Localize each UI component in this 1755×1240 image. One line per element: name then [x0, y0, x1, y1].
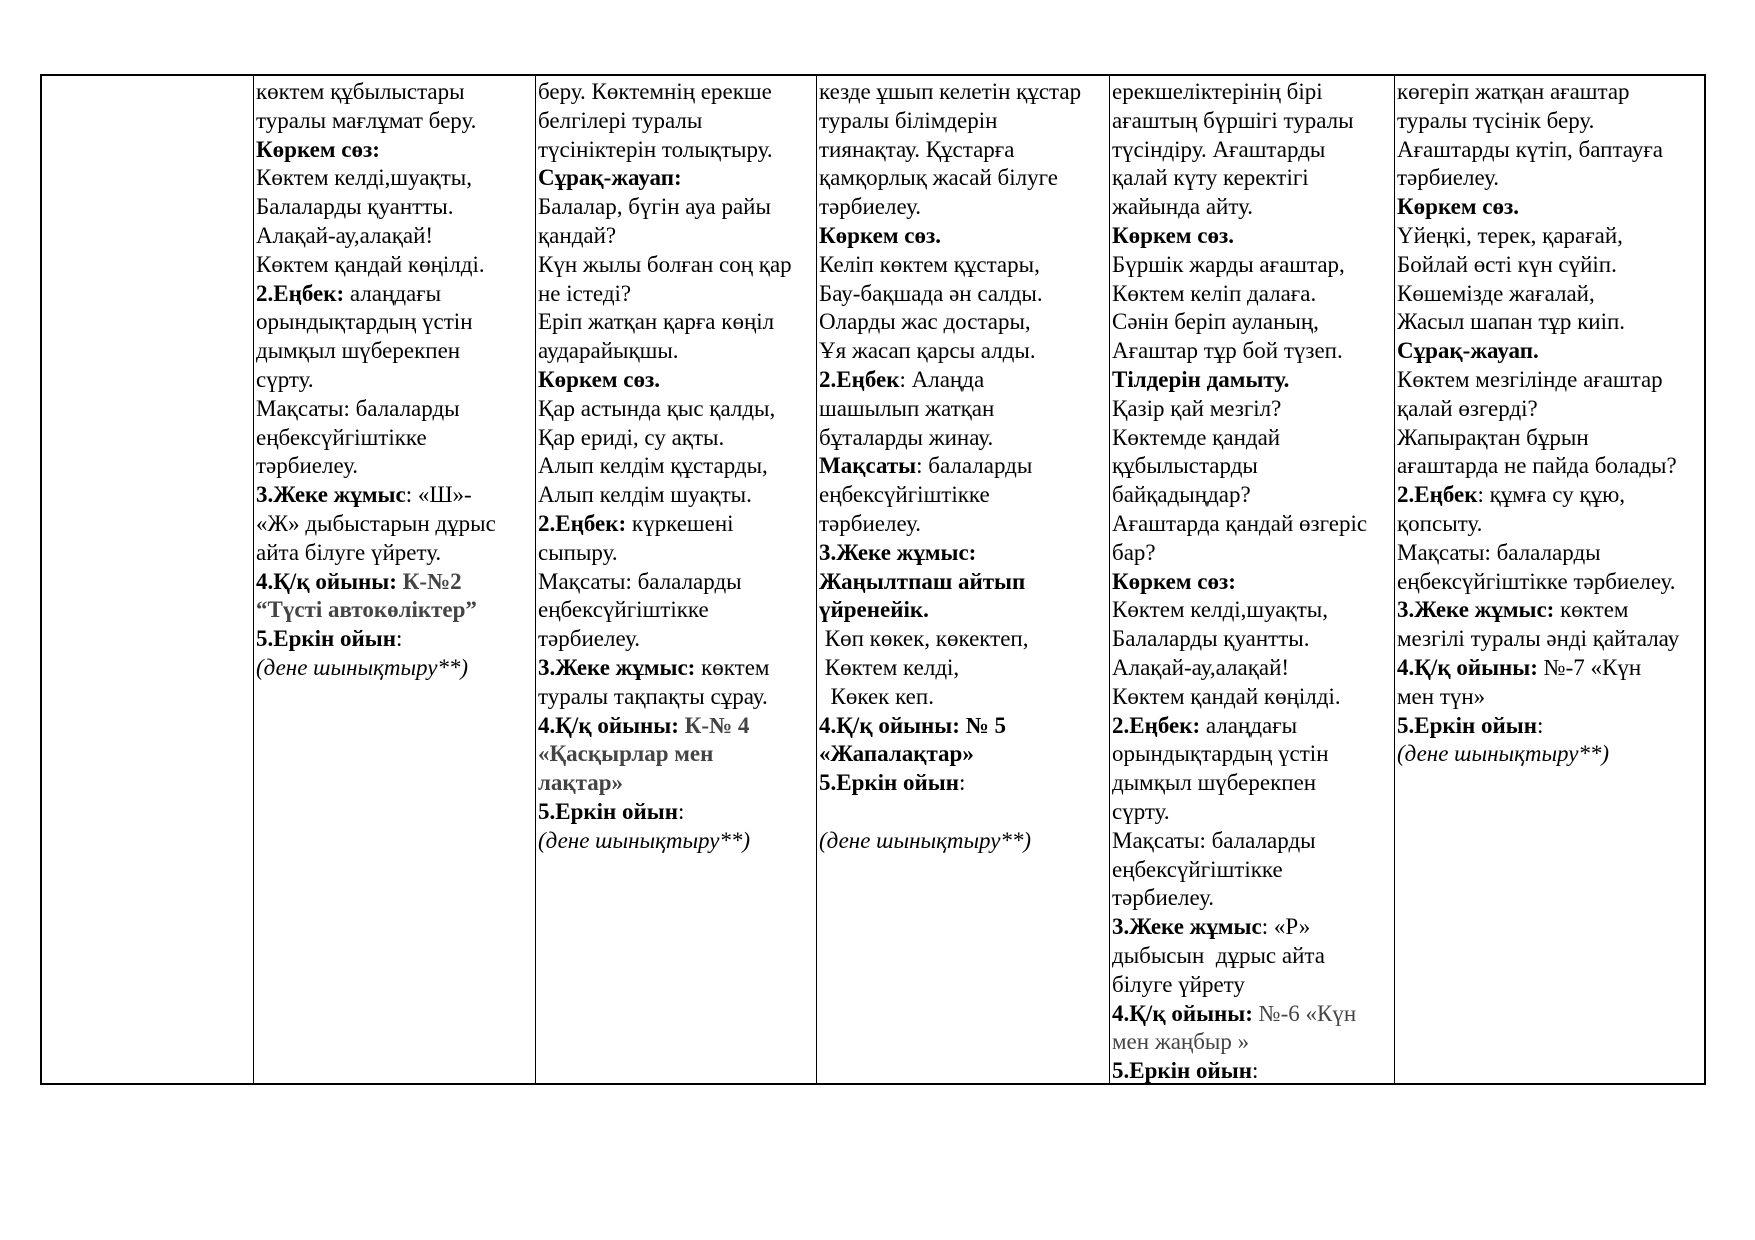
- text-line: [256, 654, 535, 683]
- text-segment: :: [396, 626, 403, 652]
- text-line: [256, 481, 535, 510]
- text-line: [1112, 308, 1394, 337]
- text-segment: Күн жылы болған соң қар: [538, 251, 792, 277]
- text-line: [1397, 654, 1706, 683]
- text-line: [256, 107, 535, 136]
- text-segment: дымқыл шүберекпен: [256, 338, 461, 364]
- text-segment: Оларды жас достары,: [819, 309, 1031, 335]
- text-line: [1112, 78, 1394, 107]
- text-segment: Бойлай өсті күн сүйіп.: [1397, 251, 1617, 277]
- text-line: [538, 798, 816, 827]
- text-segment: еңбексүйгіштікке: [538, 597, 709, 623]
- text-line: [819, 395, 1109, 424]
- text-segment: қалай өзгерді?: [1397, 395, 1538, 421]
- text-line: [1112, 1028, 1394, 1057]
- text-line: [819, 193, 1109, 222]
- text-segment: бар?: [1112, 539, 1156, 565]
- text-line: [819, 280, 1109, 309]
- text-segment: “Түсті автокөліктер”: [256, 597, 477, 623]
- text-line: [538, 712, 816, 741]
- text-line: [538, 136, 816, 165]
- text-segment: Қар астында қыс қалды,: [538, 395, 776, 421]
- text-line: [1397, 424, 1706, 453]
- text-segment: Көп көкек, көкектеп,: [819, 626, 1029, 652]
- text-segment: Көктем қандай көңілді.: [1112, 683, 1341, 709]
- text-segment: орындықтардың үстін: [1112, 741, 1329, 767]
- text-line: [1112, 712, 1394, 741]
- text-segment: 2.Еңбек:: [256, 280, 345, 306]
- text-segment: 5.Еркін ойын: [256, 626, 396, 652]
- text-segment: Көркем сөз:: [1112, 568, 1236, 594]
- text-segment: (дене шынықтыру**): [256, 654, 469, 680]
- text-segment: Ағаштарды күтіп, баптауға: [1397, 136, 1663, 162]
- text-line: [1112, 136, 1394, 165]
- text-segment: Мақсаты: балаларды: [538, 568, 742, 594]
- text-line: [256, 366, 535, 395]
- text-line: [819, 769, 1109, 798]
- text-segment: Көктем келді,: [819, 654, 960, 680]
- text-segment: Алақай-ау,алақай!: [256, 222, 434, 248]
- text-segment: Алақай-ау,алақай!: [1112, 654, 1290, 680]
- text-segment: қандай?: [538, 222, 617, 248]
- text-segment: тәрбиелеу.: [538, 626, 641, 652]
- text-segment: Сәнін беріп ауланың,: [1112, 309, 1319, 335]
- text-segment: Көкек кеп.: [819, 683, 934, 709]
- text-line: [1112, 798, 1394, 827]
- text-segment: көктем құбылыстары: [256, 79, 465, 104]
- text-segment: еңбексүйгіштікке тәрбиелеу.: [1397, 568, 1676, 594]
- text-segment: бұталарды жинау.: [819, 424, 994, 450]
- text-line: [538, 395, 816, 424]
- text-segment: Келіп көктем құстары,: [819, 251, 1040, 277]
- text-segment: 3.Жеке жұмыс: [256, 482, 406, 508]
- text-line: [819, 683, 1109, 712]
- text-segment: Еріп жатқан қарға көңіл: [538, 309, 775, 335]
- text-segment: Көктем мезгілінде ағаштар: [1397, 366, 1663, 392]
- text-segment: Сұрақ-жауап.: [1397, 338, 1539, 364]
- text-line: [256, 424, 535, 453]
- text-line: [538, 193, 816, 222]
- text-line: [538, 625, 816, 654]
- text-segment: :: [1537, 712, 1544, 738]
- text-segment: алаңдағы: [344, 280, 442, 306]
- text-line: [819, 625, 1109, 654]
- text-line: [1397, 280, 1706, 309]
- text-segment: 4.Қ/қ ойыны:: [1397, 654, 1538, 680]
- text-line: [1112, 913, 1394, 942]
- text-line: [538, 107, 816, 136]
- text-segment: К-№ 4: [684, 712, 750, 738]
- text-line: [1112, 366, 1394, 395]
- text-segment: 5.Еркін ойын: [1397, 712, 1537, 738]
- text-line: [1397, 395, 1706, 424]
- text-line: [1397, 308, 1706, 337]
- text-line: [538, 251, 816, 280]
- text-segment: үйренейік.: [819, 597, 929, 623]
- text-line: [819, 798, 1109, 827]
- text-segment: 5.Еркін ойын: [819, 770, 959, 796]
- text-segment: (дене шынықтыру**): [538, 827, 751, 853]
- text-segment: 2.Еңбек:: [538, 510, 627, 536]
- text-line: [1112, 856, 1394, 885]
- text-segment: Қазір қай мезгіл?: [1112, 395, 1282, 421]
- text-segment: көктем: [695, 654, 770, 680]
- text-segment: :: [1252, 1058, 1259, 1083]
- text-segment: Жапырақтан бұрын: [1397, 424, 1589, 450]
- text-segment: сүрту.: [1112, 798, 1170, 824]
- text-segment: Жасыл шапан тұр киіп.: [1397, 309, 1626, 335]
- text-segment: : «Р»: [1261, 914, 1311, 940]
- text-line: [819, 107, 1109, 136]
- text-line: [819, 596, 1109, 625]
- text-line: [1112, 596, 1394, 625]
- text-line: [538, 539, 816, 568]
- text-segment: (дене шынықтыру**): [1397, 741, 1610, 767]
- text-line: [1397, 596, 1706, 625]
- text-line: [1397, 193, 1706, 222]
- text-line: [538, 164, 816, 193]
- text-line: [1112, 827, 1394, 856]
- text-line: [1112, 481, 1394, 510]
- text-line: [819, 78, 1109, 107]
- text-line: [819, 251, 1109, 280]
- text-segment: Балалар, бүгін ауа райы: [538, 194, 771, 220]
- text-line: [1397, 481, 1706, 510]
- plan-table: [40, 74, 1706, 1085]
- text-line: [819, 568, 1109, 597]
- text-segment: сүрту.: [256, 366, 314, 392]
- text-segment: «Ж» дыбыстарын дұрыс: [256, 510, 496, 536]
- text-line: [1112, 251, 1394, 280]
- text-segment: Көркем сөз.: [1397, 194, 1519, 220]
- text-line: [1397, 712, 1706, 741]
- text-line: [1112, 510, 1394, 539]
- text-line: [538, 654, 816, 683]
- text-segment: Көктем келіп далаға.: [1112, 280, 1317, 306]
- text-segment: 3.Жеке жұмыс: [1112, 914, 1262, 940]
- text-segment: алаңдағы: [1200, 712, 1298, 738]
- text-segment: Балаларды қуантты.: [1112, 626, 1310, 652]
- text-segment: Көшемізде жағалай,: [1397, 280, 1595, 306]
- text-segment: дымқыл шүберекпен: [1112, 770, 1317, 796]
- table-column: [816, 76, 1109, 1083]
- text-segment: еңбексүйгіштікке: [819, 482, 990, 508]
- text-line: [538, 481, 816, 510]
- text-segment: Жаңылтпаш айтып: [819, 568, 1026, 594]
- table-column: [535, 76, 816, 1083]
- text-segment: : «Ш»-: [405, 482, 472, 508]
- text-segment: 2.Еңбек: [1397, 482, 1478, 508]
- text-line: [538, 827, 816, 856]
- text-segment: туралы мағлұмат беру.: [256, 107, 477, 133]
- text-segment: құбылыстарды: [1112, 453, 1258, 479]
- text-segment: Көктем қандай көңілді.: [256, 251, 485, 277]
- text-segment: 5.Еркін ойын: [538, 798, 678, 824]
- text-line: [819, 481, 1109, 510]
- text-line: [1112, 884, 1394, 913]
- text-segment: Ағаштар тұр бой түзеп.: [1112, 338, 1343, 364]
- text-segment: Балаларды қуантты.: [256, 194, 454, 220]
- text-line: [819, 712, 1109, 741]
- text-line: [538, 424, 816, 453]
- text-line: [1397, 568, 1706, 597]
- text-segment: Көркем сөз.: [1112, 222, 1234, 248]
- text-line: [1112, 395, 1394, 424]
- text-segment: Мақсаты: балаларды: [1397, 539, 1601, 565]
- text-segment: айта білуге үйрету.: [256, 539, 442, 565]
- text-line: [1397, 625, 1706, 654]
- text-line: [256, 452, 535, 481]
- text-segment: Алып келдім құстарды,: [538, 453, 768, 479]
- text-segment: мезгілі туралы әнді қайталау: [1397, 626, 1680, 652]
- text-segment: белгілері туралы: [538, 107, 703, 133]
- text-line: [1112, 625, 1394, 654]
- text-segment: Көктем келді,шуақты,: [1112, 597, 1328, 623]
- text-segment: түсініктерін толықтыру.: [538, 136, 773, 162]
- text-segment: аударайықшы.: [538, 338, 679, 364]
- text-line: [819, 452, 1109, 481]
- text-segment: :: [678, 798, 685, 824]
- text-line: [1397, 740, 1706, 769]
- text-segment: түсіндіру. Ағаштарды: [1112, 136, 1326, 162]
- table-column: [42, 76, 253, 1083]
- text-segment: күркешені: [626, 510, 734, 536]
- text-line: [1397, 164, 1706, 193]
- text-segment: көгеріп жатқан ағаштар: [1397, 79, 1630, 104]
- text-segment: беру. Көктемнің ерекше: [538, 79, 772, 104]
- text-segment: 4.Қ/қ ойыны: № 5: [819, 712, 1007, 738]
- text-line: [819, 337, 1109, 366]
- text-segment: туралы білімдерін: [819, 107, 998, 133]
- text-segment: тәрбиелеу.: [1397, 165, 1500, 191]
- text-line: [538, 366, 816, 395]
- text-line: [1112, 193, 1394, 222]
- text-segment: 3.Жеке жұмыс:: [1397, 597, 1555, 623]
- text-segment: лақтар»: [538, 770, 624, 796]
- text-line: [538, 596, 816, 625]
- text-segment: : құмға су құю,: [1477, 482, 1626, 508]
- text-segment: «Жапалақтар»: [819, 741, 974, 767]
- text-line: [256, 136, 535, 165]
- text-segment: дыбысын дұрыс айта: [1112, 942, 1325, 968]
- text-segment: қопсыту.: [1397, 510, 1483, 536]
- text-segment: 3.Жеке жұмыс:: [819, 539, 977, 565]
- text-line: [256, 510, 535, 539]
- text-line: [1112, 769, 1394, 798]
- text-segment: 5.Еркін ойын: [1112, 1058, 1252, 1083]
- text-segment: 2.Еңбек:: [1112, 712, 1201, 738]
- text-segment: Ұя жасап қарсы алды.: [819, 338, 1036, 364]
- text-line: [256, 193, 535, 222]
- text-segment: мен түн»: [1397, 683, 1486, 709]
- text-segment: мен жаңбыр »: [1112, 1029, 1250, 1055]
- text-segment: Көркем сөз:: [256, 136, 380, 162]
- text-line: [538, 683, 816, 712]
- text-line: [1397, 251, 1706, 280]
- text-line: [1112, 1000, 1394, 1029]
- text-line: [538, 78, 816, 107]
- text-line: [819, 136, 1109, 165]
- text-line: [538, 769, 816, 798]
- text-segment: тәрбиелеу.: [819, 194, 922, 220]
- text-line: [819, 654, 1109, 683]
- text-segment: тәрбиелеу.: [1112, 885, 1215, 911]
- text-line: [1112, 164, 1394, 193]
- text-line: [256, 395, 535, 424]
- text-segment: Көркем сөз.: [819, 222, 941, 248]
- text-segment: 2.Еңбек: [819, 366, 900, 392]
- text-segment: байқадыңдар?: [1112, 482, 1251, 508]
- text-line: [256, 539, 535, 568]
- text-segment: кезде ұшып келетін құстар: [819, 79, 1082, 104]
- text-segment: Мақсаты: балаларды: [256, 395, 460, 421]
- text-segment: тәрбиелеу.: [819, 510, 922, 536]
- text-segment: орындықтардың үстін: [256, 309, 473, 335]
- text-segment: Сұрақ-жауап:: [538, 165, 682, 191]
- text-segment: : Алаңда: [899, 366, 985, 392]
- text-line: [819, 740, 1109, 769]
- text-line: [819, 308, 1109, 337]
- text-line: [256, 568, 535, 597]
- text-line: [1112, 740, 1394, 769]
- text-line: [538, 740, 816, 769]
- text-segment: Алып келдім шуақты.: [538, 482, 752, 508]
- text-line: [1112, 683, 1394, 712]
- text-segment: еңбексүйгіштікке: [256, 424, 427, 450]
- text-segment: Мақсаты: балаларды: [1112, 827, 1316, 853]
- text-line: [256, 78, 535, 107]
- text-line: [1112, 452, 1394, 481]
- text-line: [819, 539, 1109, 568]
- text-segment: Қар ериді, су ақты.: [538, 424, 725, 450]
- text-line: [1397, 107, 1706, 136]
- text-segment: Үйеңкі, терек, қарағай,: [1397, 222, 1623, 248]
- text-segment: Бүршік жарды ағаштар,: [1112, 251, 1345, 277]
- text-line: [1397, 366, 1706, 395]
- text-line: [256, 251, 535, 280]
- text-segment: : балаларды: [916, 453, 1033, 479]
- text-line: [538, 280, 816, 309]
- text-segment: шашылып жатқан: [819, 395, 995, 421]
- text-segment: Көркем сөз.: [538, 366, 660, 392]
- text-line: [1397, 78, 1706, 107]
- text-segment: тәрбиелеу.: [256, 453, 359, 479]
- table-column: [1109, 76, 1394, 1083]
- text-line: [1397, 452, 1706, 481]
- text-line: [256, 222, 535, 251]
- text-line: [538, 452, 816, 481]
- text-segment: 3.Жеке жұмыс:: [538, 654, 696, 680]
- text-line: [256, 280, 535, 309]
- text-segment: Бау-бақшада ән салды.: [819, 280, 1043, 306]
- text-line: [256, 308, 535, 337]
- text-line: [1112, 654, 1394, 683]
- text-segment: ерекшеліктерінің бірі: [1112, 79, 1323, 104]
- text-line: [1397, 136, 1706, 165]
- text-segment: (дене шынықтыру**): [819, 827, 1032, 853]
- text-segment: К-№2: [402, 568, 462, 594]
- text-segment: :: [959, 770, 966, 796]
- text-line: [538, 568, 816, 597]
- text-line: [1112, 568, 1394, 597]
- text-line: [1397, 539, 1706, 568]
- text-segment: көктем: [1554, 597, 1629, 623]
- text-segment: Тілдерін дамыту.: [1112, 366, 1290, 392]
- text-line: [1397, 222, 1706, 251]
- text-segment: білуге үйрету: [1112, 971, 1245, 997]
- text-line: [819, 164, 1109, 193]
- text-segment: Ағаштарда қандай өзгеріс: [1112, 510, 1368, 536]
- text-line: [1112, 971, 1394, 1000]
- text-segment: ағаштың бүршігі туралы: [1112, 107, 1354, 133]
- text-line: [538, 337, 816, 366]
- table-column: [253, 76, 535, 1083]
- text-line: [256, 596, 535, 625]
- text-line: [1397, 337, 1706, 366]
- text-segment: сыпыру.: [538, 539, 618, 565]
- text-segment: Көктемде қандай: [1112, 424, 1281, 450]
- text-line: [1112, 539, 1394, 568]
- text-segment: тиянақтау. Құстарға: [819, 136, 1015, 162]
- text-segment: 4.Қ/қ ойыны:: [1112, 1000, 1259, 1026]
- text-line: [1397, 683, 1706, 712]
- text-line: [538, 308, 816, 337]
- text-segment: Мақсаты: [819, 453, 917, 479]
- text-line: [1397, 510, 1706, 539]
- text-segment: №-7 «Күн: [1537, 654, 1642, 680]
- table-column: [1394, 76, 1706, 1083]
- text-line: [819, 510, 1109, 539]
- text-line: [1112, 337, 1394, 366]
- text-line: [1112, 280, 1394, 309]
- text-segment: №-6 «Күн: [1258, 1000, 1357, 1026]
- text-segment: 4.Қ/қ ойыны:: [256, 568, 403, 594]
- text-line: [1112, 1057, 1394, 1083]
- text-line: [538, 222, 816, 251]
- text-segment: Көктем келді,шуақты,: [256, 165, 472, 191]
- text-line: [819, 827, 1109, 856]
- text-line: [538, 510, 816, 539]
- text-segment: 4.Қ/қ ойыны:: [538, 712, 685, 738]
- text-line: [819, 424, 1109, 453]
- text-line: [256, 625, 535, 654]
- text-line: [256, 337, 535, 366]
- text-segment: еңбексүйгіштікке: [1112, 856, 1283, 882]
- text-line: [1112, 107, 1394, 136]
- text-segment: «Қасқырлар мен: [538, 741, 714, 767]
- text-segment: не істеді?: [538, 280, 632, 306]
- text-segment: ағаштарда не пайда болады?: [1397, 453, 1677, 479]
- text-line: [256, 164, 535, 193]
- text-segment: жайында айту.: [1112, 194, 1254, 220]
- text-line: [1112, 942, 1394, 971]
- text-segment: қамқорлық жасай білуге: [819, 165, 1058, 191]
- text-line: [1112, 424, 1394, 453]
- text-line: [1112, 222, 1394, 251]
- text-segment: туралы түсінік беру.: [1397, 107, 1595, 133]
- text-line: [819, 366, 1109, 395]
- text-segment: туралы тақпақты сұрау.: [538, 683, 768, 709]
- text-segment: қалай күту керектігі: [1112, 165, 1309, 191]
- text-line: [819, 222, 1109, 251]
